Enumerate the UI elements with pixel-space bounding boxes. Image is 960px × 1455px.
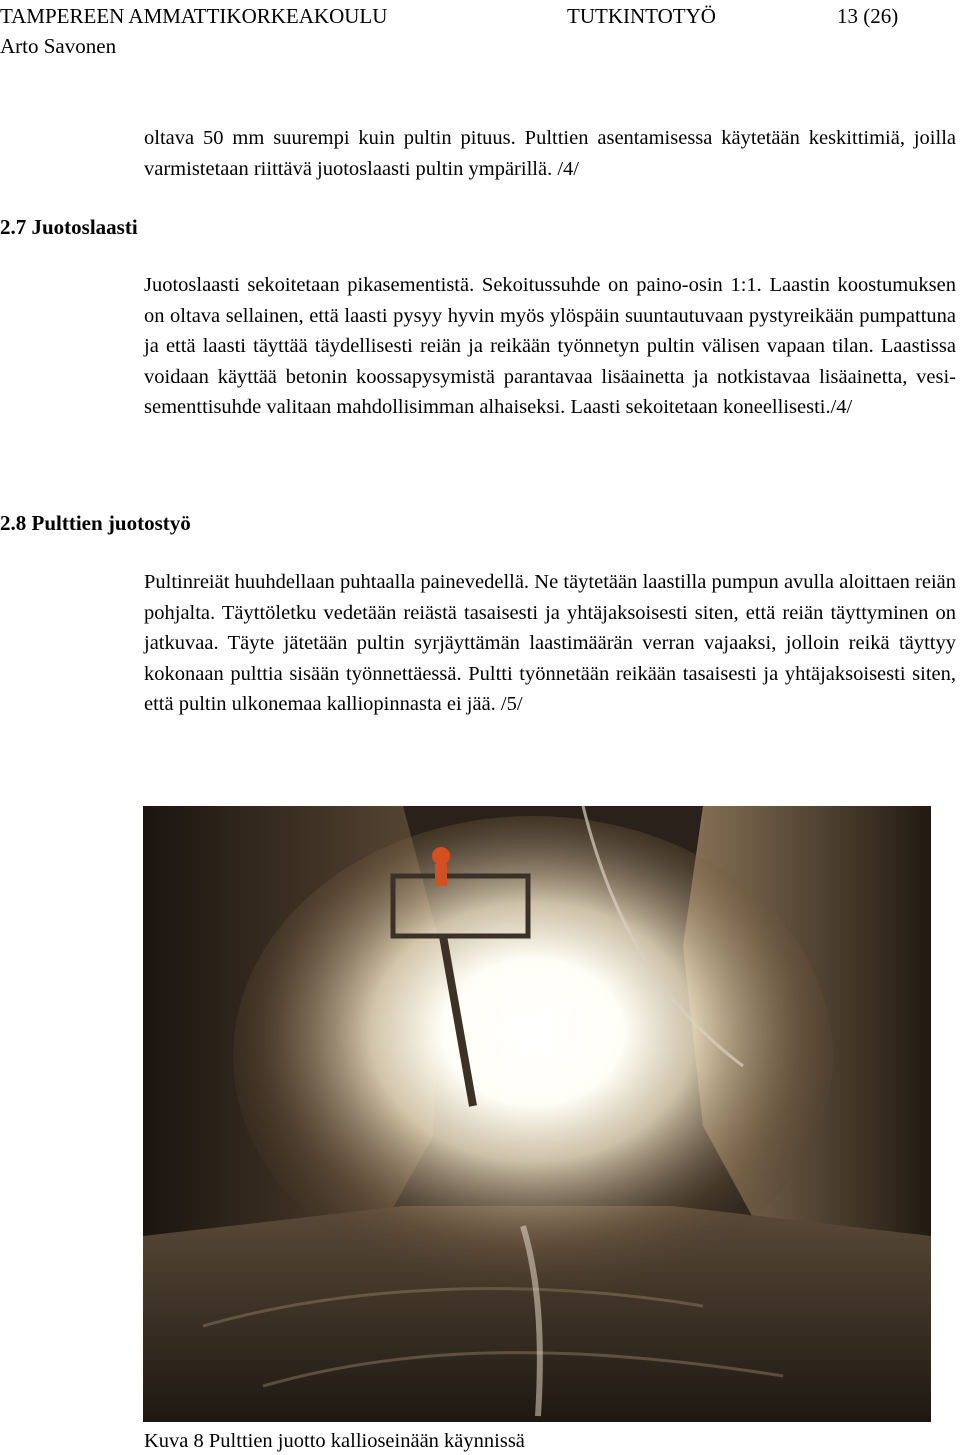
figure-caption: Kuva 8 Pulttien juotto kallioseinään käynnissä	[144, 1430, 525, 1452]
section-2-8-paragraph: Pultinreiät huuhdellaan puhtaalla painevedellä. Ne täytetään laastilla pumpun avulla aloittaen reiän pohjalta. Täyttöletku vedetään reiästä tasaisesti ja yhtäjaksoisesti siten, että reiän täyttyminen on jatkuvaa. Täyte jätetään pultin syrjäyttämän laastimäärän verran vajaaksi, jolloin reikä täyttyy kokonaan pulttia sisään työnnettäessä. Pultti työnnetään reikään tasaisesti ja yhtäjaksoisesti siten, että pultin ulkonemaa kalliopinnasta ei jää. /5/	[144, 571, 956, 715]
section-heading-2-7: 2.7 Juotoslaasti	[0, 215, 138, 239]
intro-paragraph: oltava 50 mm suurempi kuin pultin pituus. Pulttien asentamisessa käytetään keskittimiä, joilla varmistetaan riittävä juotoslaasti pultin ympärillä. /4/	[144, 127, 956, 180]
worker-body	[435, 864, 447, 886]
header-school: TAMPEREEN AMMATTIKORKEAKOULU	[0, 4, 388, 28]
tunnel-photo	[143, 806, 931, 1422]
section-2-7-paragraph: Juotoslaasti sekoitetaan pikasementistä. Sekoitussuhde on paino-osin 1:1. Laastin koostumuksen on oltava sellainen, että laasti pysyy hyvin myös ylöspäin suuntautuvaan pystyreikään pumpattuna ja että laasti täyttää täydellisesti reiän ja reikään työnnetyn pultin välisen vapaan tilan. Laastissa voidaan käyttää betonin koossapysymistä parantavaa lisäainetta ja notkistavaa lisäainetta, vesi-sementtisuhde valitaan mahdollisimman alhaiseksi. Laasti sekoitetaan koneellisesti./4/	[144, 274, 956, 418]
header-author: Arto Savonen	[0, 34, 117, 58]
section-heading-2-8: 2.8 Pulttien juotostyö	[0, 511, 191, 535]
header-page-number: 13 (26)	[837, 4, 899, 28]
tunnel-photo-illustration	[143, 806, 931, 1422]
worker-figure	[432, 847, 450, 865]
floodlight-glare	[233, 816, 833, 1296]
header-doc-type: TUTKINTOTYÖ	[567, 4, 716, 28]
